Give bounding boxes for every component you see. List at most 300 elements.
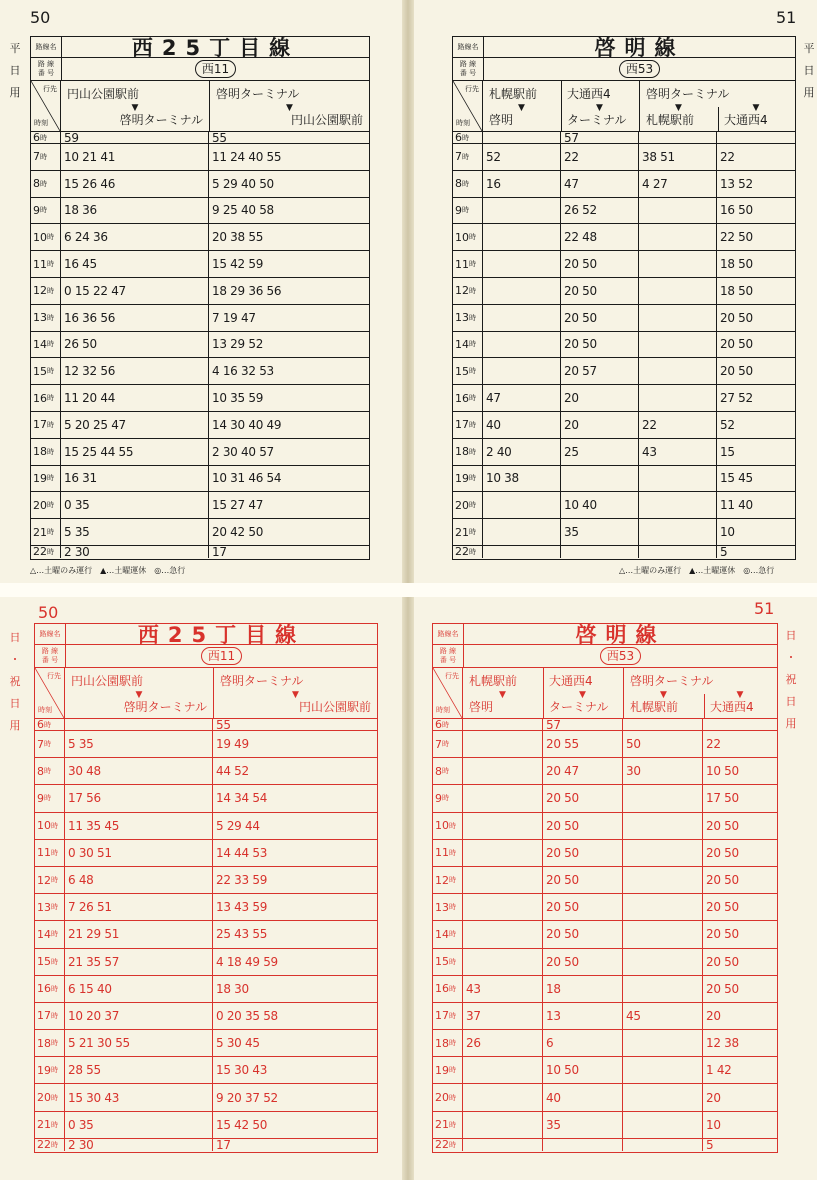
- route-no-cell: [66, 645, 377, 667]
- down-arrow-icon: ▼: [596, 103, 603, 113]
- hour-row: [35, 731, 377, 758]
- departure-cell: [703, 719, 776, 730]
- hour-label: 時刻: [436, 706, 450, 714]
- hour-suffix: 時: [47, 447, 54, 456]
- departure-cell: 27 52: [720, 391, 753, 406]
- route-no-row: [35, 645, 377, 668]
- down-arrow-icon: ▼: [135, 690, 143, 700]
- departure-cell: [639, 305, 717, 331]
- hour-cell: [31, 278, 61, 304]
- hour-cell: [453, 198, 483, 224]
- hour-row: [453, 224, 795, 251]
- departure-cell: 10: [706, 1117, 721, 1132]
- hour-suffix: 時: [47, 501, 54, 510]
- direction-header: [453, 81, 795, 132]
- departure-cell: 47: [561, 171, 639, 197]
- line-name: 西25丁目線: [137, 623, 306, 647]
- hour-row: [453, 132, 795, 144]
- hour-value: 22: [37, 1138, 51, 1152]
- hour-row: [453, 385, 795, 412]
- departure-cell: [639, 132, 717, 143]
- departure-cell: 15 42 50: [216, 1117, 268, 1132]
- hour-value: 21: [435, 1118, 449, 1132]
- dest-time-label: [31, 81, 61, 131]
- column-divider: [561, 81, 562, 131]
- departure-cell: 20 50: [561, 332, 639, 358]
- departure-cell: [623, 719, 703, 730]
- hour-row: [433, 1139, 777, 1151]
- departure-cell: 20 50: [706, 873, 739, 888]
- departure-cell: 44 52: [216, 764, 249, 779]
- route-no-cell: [62, 58, 369, 80]
- hour-value: 10: [33, 230, 47, 244]
- departure-cell: [483, 305, 561, 331]
- departure-cell: 5 35: [65, 731, 213, 757]
- hour-cell: [31, 171, 61, 197]
- weekday-left-page: [0, 0, 402, 583]
- hour-row: [35, 1112, 377, 1139]
- departure-cell: 11 40: [720, 498, 753, 513]
- side-label-char: 平: [9, 42, 21, 55]
- hour-value: 12: [37, 873, 51, 887]
- hour-value: 15: [37, 955, 51, 969]
- hour-row: [35, 976, 377, 1003]
- down-arrow-icon: ▼: [518, 103, 525, 113]
- hour-value: 7: [33, 150, 40, 164]
- line-name: 西25丁目線: [131, 36, 300, 60]
- hour-suffix: 時: [44, 740, 51, 749]
- departure-cell: [623, 1112, 703, 1138]
- route-no-cell: [484, 58, 795, 80]
- hour-row: [453, 519, 795, 546]
- hour-suffix: 時: [51, 984, 58, 993]
- departure-cell: 20 50: [543, 921, 623, 947]
- departure-cell: 35: [561, 519, 639, 545]
- departure-cell: 20 50: [561, 278, 639, 304]
- hour-suffix: 時: [51, 1140, 58, 1149]
- departure-cell: 20 50: [720, 364, 753, 379]
- hour-suffix: 時: [462, 179, 469, 188]
- hour-row: [453, 466, 795, 493]
- departure-cell: 18: [543, 976, 623, 1002]
- direction-header: [433, 668, 777, 719]
- hour-suffix: 時: [469, 420, 476, 429]
- hour-value: 12: [435, 873, 449, 887]
- down-arrow-icon: ▼: [736, 690, 744, 700]
- departure-cell: [483, 519, 561, 545]
- direction-from: 啓明ターミナル: [646, 87, 730, 101]
- departure-cell: 15 45: [720, 471, 753, 486]
- departure-cell: 18 50: [720, 283, 753, 298]
- hour-suffix: 時: [469, 286, 476, 295]
- side-label-char: 祝: [785, 673, 797, 686]
- hour-row: [433, 1084, 777, 1111]
- direction-columns: [61, 81, 369, 131]
- departure-cell: 15 42 59: [212, 257, 264, 272]
- departure-cell: [65, 719, 213, 730]
- hour-row: [453, 439, 795, 466]
- departure-cell: 20 50: [720, 337, 753, 352]
- departure-cell: 22 50: [720, 230, 753, 245]
- departure-cell: [623, 1084, 703, 1110]
- hour-row: [453, 171, 795, 198]
- hour-cell: [433, 813, 463, 839]
- hour-row: [35, 921, 377, 948]
- departure-cell: 17 56: [65, 785, 213, 811]
- hour-row: [35, 1084, 377, 1111]
- departure-cell: [639, 385, 717, 411]
- departure-cell: 20 50: [543, 949, 623, 975]
- departure-cell: 20 50: [561, 305, 639, 331]
- departure-cell: 40: [483, 412, 561, 438]
- departure-cell: 15 30 43: [216, 1063, 268, 1078]
- hour-cell: [35, 731, 65, 757]
- departure-cell: [639, 519, 717, 545]
- direction-group: [640, 81, 795, 131]
- hour-row: [35, 785, 377, 812]
- direction-column: [214, 668, 377, 718]
- direction-column: [61, 81, 210, 131]
- hour-suffix: 時: [442, 767, 449, 776]
- hour-cell: [31, 358, 61, 384]
- departure-cell: [463, 921, 543, 947]
- direction-to: 札幌駅前: [630, 700, 679, 714]
- departure-cell: 5 35: [61, 519, 209, 545]
- hour-cell: [35, 949, 65, 975]
- hour-row: [433, 921, 777, 948]
- hour-cell: [433, 949, 463, 975]
- hour-suffix: 時: [449, 930, 456, 939]
- departure-cell: 15 26 46: [61, 171, 209, 197]
- legend: △…土曜のみ運行 ▲…土曜運休 ◎…急行: [619, 566, 775, 575]
- hour-suffix: 時: [51, 821, 58, 830]
- hour-row: [35, 1003, 377, 1030]
- down-arrow-icon: ▼: [579, 690, 586, 700]
- departure-cell: 59: [61, 132, 209, 143]
- hour-value: 19: [435, 1063, 449, 1077]
- departure-cell: 5 20 25 47: [61, 412, 209, 438]
- hour-row: [35, 1139, 377, 1151]
- side-label-char: 日: [803, 64, 815, 77]
- hour-suffix: 時: [462, 152, 469, 161]
- hour-cell: [31, 546, 61, 558]
- route-no-label-line: 路 線: [41, 647, 59, 655]
- hour-suffix: 時: [51, 1120, 58, 1129]
- departure-cell: 26 52: [561, 198, 639, 224]
- hour-suffix: 時: [51, 903, 58, 912]
- hour-suffix: 時: [51, 930, 58, 939]
- hour-cell: [433, 731, 463, 757]
- departure-cell: 19 49: [216, 737, 249, 752]
- departure-cell: 0 35: [61, 492, 209, 518]
- hour-value: 10: [37, 819, 51, 833]
- direction-from: 啓明ターミナル: [220, 674, 304, 688]
- departure-cell: [623, 840, 703, 866]
- departure-cell: [639, 224, 717, 250]
- hour-value: 12: [33, 284, 47, 298]
- departure-cell: [623, 1057, 703, 1083]
- hour-cell: [453, 519, 483, 545]
- departure-cell: [483, 278, 561, 304]
- hour-value: 8: [455, 177, 462, 191]
- hour-suffix: 時: [462, 133, 469, 142]
- departure-cell: [463, 719, 543, 730]
- hour-cell: [453, 332, 483, 358]
- hour-row: [35, 867, 377, 894]
- departure-cell: 16: [483, 171, 561, 197]
- departure-cell: [623, 894, 703, 920]
- hour-suffix: 時: [442, 794, 449, 803]
- departure-cell: 22: [561, 144, 639, 170]
- departure-cell: [639, 466, 717, 492]
- direction-columns: [483, 81, 795, 131]
- hour-suffix: 時: [47, 474, 54, 483]
- departure-cell: [623, 785, 703, 811]
- hour-suffix: 時: [469, 367, 476, 376]
- line-name-label: 路線名: [433, 624, 464, 644]
- hour-row: [433, 949, 777, 976]
- departure-cell: 15: [720, 444, 735, 459]
- hour-label: 時刻: [456, 119, 470, 127]
- hour-row: [453, 412, 795, 439]
- hour-row: [433, 758, 777, 785]
- departure-cell: 5: [720, 544, 728, 559]
- hour-suffix: 時: [44, 767, 51, 776]
- route-no-cell: [464, 645, 777, 667]
- line-name-row: [453, 37, 795, 58]
- hour-row: [433, 813, 777, 840]
- direction-to: 札幌駅前: [646, 113, 695, 127]
- hour-cell: [453, 439, 483, 465]
- hour-row: [31, 358, 369, 385]
- departure-cell: [483, 198, 561, 224]
- departure-cell: 12 32 56: [61, 358, 209, 384]
- direction-to: 啓明: [469, 700, 494, 714]
- departure-cell: 22 33 59: [216, 873, 268, 888]
- hour-value: 15: [33, 364, 47, 378]
- hour-suffix: 時: [44, 794, 51, 803]
- departure-cell: 17: [212, 544, 227, 559]
- hour-value: 9: [33, 203, 40, 217]
- hour-label: 時刻: [34, 119, 48, 127]
- route-no-label-line: 番 号: [41, 656, 59, 664]
- departure-cell: 20 50: [706, 927, 739, 942]
- hour-cell: [433, 867, 463, 893]
- hour-suffix: 時: [442, 720, 449, 729]
- hour-suffix: 時: [47, 233, 54, 242]
- departure-cell: [639, 546, 717, 558]
- direction-from: 啓明ターミナル: [216, 87, 300, 101]
- page-number: 51: [776, 8, 797, 27]
- departure-cell: 2 30: [61, 546, 209, 558]
- legend: △…土曜のみ運行 ▲…土曜運休 ◎…急行: [30, 566, 186, 575]
- holiday-right-page: [414, 597, 817, 1180]
- hour-suffix: 時: [449, 1140, 456, 1149]
- departure-cell: 5: [706, 1137, 714, 1152]
- hour-value: 21: [33, 525, 47, 539]
- hour-row: [31, 251, 369, 278]
- departure-cell: [463, 1057, 543, 1083]
- line-name-cell: [484, 36, 795, 60]
- hour-suffix: 時: [449, 1039, 456, 1048]
- side-label-char: 日: [9, 631, 21, 644]
- hour-cell: [31, 492, 61, 518]
- departure-cell: [463, 867, 543, 893]
- hour-value: 7: [37, 737, 44, 751]
- hour-cell: [433, 1030, 463, 1056]
- hour-row: [453, 546, 795, 558]
- hour-value: 22: [33, 545, 47, 559]
- hour-value: 7: [435, 737, 442, 751]
- departure-cell: [623, 921, 703, 947]
- direction-to: 円山公園駅前: [298, 700, 371, 714]
- hour-cell: [433, 921, 463, 947]
- hour-row: [35, 813, 377, 840]
- departure-cell: 17: [216, 1137, 231, 1152]
- departure-cell: 52: [720, 417, 735, 432]
- line-name-row: [31, 37, 369, 58]
- hour-suffix: 時: [51, 848, 58, 857]
- hour-suffix: 時: [449, 903, 456, 912]
- hour-value: 22: [435, 1138, 449, 1152]
- hour-cell: [433, 719, 463, 730]
- route-no-label-line: 路 線: [439, 647, 457, 655]
- departure-cell: 55: [212, 130, 227, 145]
- column-divider: [718, 107, 719, 131]
- side-label-char: 用: [803, 86, 815, 99]
- hour-suffix: 時: [449, 957, 456, 966]
- departure-cell: 0 30 51: [65, 840, 213, 866]
- hour-row: [31, 466, 369, 493]
- direction-columns: [65, 668, 377, 718]
- page-number: 51: [754, 599, 775, 618]
- direction-from: 円山公園駅前: [67, 87, 140, 101]
- departure-cell: 16 31: [61, 466, 209, 492]
- column-divider: [543, 668, 544, 718]
- departure-cell: [463, 1112, 543, 1138]
- hour-value: 8: [435, 764, 442, 778]
- side-label-char: 日: [785, 695, 797, 708]
- hour-value: 9: [435, 791, 442, 805]
- hour-cell: [31, 439, 61, 465]
- departure-cell: [483, 132, 561, 143]
- departure-cell: 10 40: [561, 492, 639, 518]
- departure-cell: 10 50: [543, 1057, 623, 1083]
- departure-cell: 2 40: [483, 439, 561, 465]
- side-label-char: 日: [785, 629, 797, 642]
- hour-cell: [35, 976, 65, 1002]
- hour-value: 20: [37, 1091, 51, 1105]
- hour-value: 17: [37, 1009, 51, 1023]
- hour-row: [433, 1112, 777, 1139]
- side-label: [8, 38, 22, 104]
- hour-row: [433, 785, 777, 812]
- departure-cell: [639, 278, 717, 304]
- departure-cell: 30 48: [65, 758, 213, 784]
- direction-header: [35, 668, 377, 719]
- departure-cell: 20 50: [543, 785, 623, 811]
- hour-row: [453, 144, 795, 171]
- departure-cell: 26 50: [61, 332, 209, 358]
- line-name-label: 路線名: [35, 624, 66, 644]
- departure-cell: 37: [463, 1003, 543, 1029]
- side-label: [784, 625, 798, 735]
- hour-row: [31, 546, 369, 558]
- direction-column: [65, 668, 214, 718]
- departure-cell: 18 30: [216, 981, 249, 996]
- departure-cell: 0 15 22 47: [61, 278, 209, 304]
- hour-row: [453, 278, 795, 305]
- page-number: 50: [30, 8, 51, 27]
- page-number: 50: [38, 603, 59, 622]
- departure-cell: [639, 251, 717, 277]
- hour-cell: [35, 813, 65, 839]
- route-no-label-line: 路 線: [459, 60, 477, 68]
- departure-cell: 18 29 36 56: [212, 283, 282, 298]
- hour-cell: [35, 1112, 65, 1138]
- departure-cell: 21 29 51: [65, 921, 213, 947]
- departure-cell: [639, 332, 717, 358]
- route-no-label: [453, 58, 484, 80]
- departure-cell: 6: [543, 1030, 623, 1056]
- hour-suffix: 時: [469, 547, 476, 556]
- hour-cell: [453, 466, 483, 492]
- hour-cell: [35, 1057, 65, 1083]
- departure-cell: 4 16 32 53: [212, 364, 274, 379]
- route-no-row: [31, 58, 369, 81]
- hour-value: 18: [435, 1036, 449, 1050]
- hour-cell: [35, 719, 65, 730]
- direction-header: [31, 81, 369, 132]
- side-label-char: 用: [9, 86, 21, 99]
- departure-cell: 2 30 40 57: [212, 444, 274, 459]
- departure-cell: [561, 546, 639, 558]
- direction-group: [483, 81, 640, 131]
- hour-row: [31, 144, 369, 171]
- departure-cell: 18 50: [720, 257, 753, 272]
- hour-value: 19: [455, 471, 469, 485]
- departure-cell: 20 50: [720, 310, 753, 325]
- departure-cell: [623, 813, 703, 839]
- departure-cell: [623, 976, 703, 1002]
- hour-row: [31, 412, 369, 439]
- hour-cell: [433, 1003, 463, 1029]
- departure-cell: 16 50: [720, 203, 753, 218]
- timetable: [30, 36, 370, 560]
- hour-suffix: 時: [469, 260, 476, 269]
- departure-cell: [483, 332, 561, 358]
- departure-cell: 20 38 55: [212, 230, 264, 245]
- direction-to: 大通西4: [724, 113, 768, 127]
- hour-suffix: 時: [51, 1011, 58, 1020]
- departure-cell: [463, 813, 543, 839]
- line-name-cell: [62, 36, 369, 60]
- hour-row: [433, 976, 777, 1003]
- departure-cell: 5 30 45: [216, 1036, 260, 1051]
- direction-to: ターミナル: [549, 700, 609, 714]
- departure-cell: [483, 224, 561, 250]
- side-label-char: 平: [803, 42, 815, 55]
- departure-cell: 25 43 55: [216, 927, 268, 942]
- route-no-row: [453, 58, 795, 81]
- hour-cell: [35, 921, 65, 947]
- departure-cell: 17 50: [706, 791, 739, 806]
- side-label-char: ・: [785, 651, 797, 664]
- departure-cell: 10 20 37: [65, 1003, 213, 1029]
- hour-suffix: 時: [51, 1093, 58, 1102]
- departure-cell: 22 48: [561, 224, 639, 250]
- departure-cell: 16 45: [61, 251, 209, 277]
